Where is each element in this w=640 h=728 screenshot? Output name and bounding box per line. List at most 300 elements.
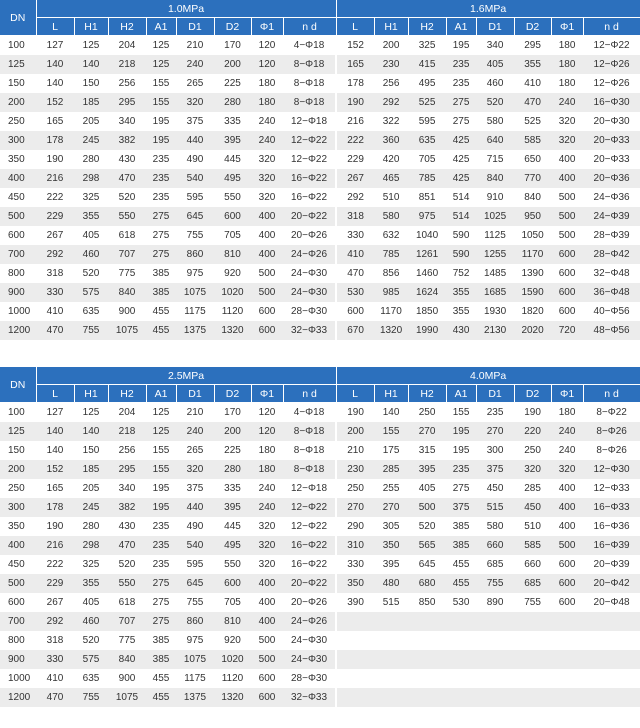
left-value-cell: 200 <box>214 422 251 441</box>
right-value-cell: 410 <box>514 74 551 93</box>
left-value-cell: 975 <box>176 631 214 650</box>
right-value-cell: 500 <box>551 207 583 226</box>
right-value-cell <box>514 669 551 688</box>
dn-header: DN <box>0 0 36 36</box>
right-value-cell <box>514 650 551 669</box>
dn-cell: 300 <box>0 131 36 150</box>
right-value-cell: 1624 <box>408 283 446 302</box>
table-row <box>0 688 640 707</box>
left-value-cell: 375 <box>176 479 214 498</box>
right-value-cell: 1261 <box>408 245 446 264</box>
right-value-cell: 600 <box>551 245 583 264</box>
left-column-header: H2 <box>108 18 146 36</box>
left-value-cell: 120 <box>251 403 283 422</box>
right-value-cell: 180 <box>551 55 583 74</box>
dn-cell: 300 <box>0 498 36 517</box>
left-value-cell: 125 <box>146 36 176 55</box>
left-value-cell: 235 <box>146 517 176 536</box>
left-value-cell: 125 <box>74 36 108 55</box>
left-value-cell: 550 <box>108 574 146 593</box>
right-value-cell <box>446 631 476 650</box>
right-value-cell: 250 <box>336 479 374 498</box>
left-value-cell: 120 <box>251 36 283 55</box>
left-value-cell: 205 <box>74 112 108 131</box>
left-value-cell: 16−Φ22 <box>283 555 336 574</box>
right-value-cell: 950 <box>514 207 551 226</box>
left-value-cell: 600 <box>251 321 283 340</box>
left-value-cell: 460 <box>74 612 108 631</box>
left-value-cell: 1120 <box>214 302 251 321</box>
table-row <box>0 150 640 169</box>
right-value-cell <box>514 631 551 650</box>
dn-cell: 125 <box>0 55 36 74</box>
right-value-cell: 290 <box>336 517 374 536</box>
dn-cell: 600 <box>0 593 36 612</box>
right-value-cell: 530 <box>336 283 374 302</box>
left-value-cell: 235 <box>146 150 176 169</box>
left-value-cell: 32−Φ33 <box>283 321 336 340</box>
left-value-cell: 140 <box>36 441 74 460</box>
left-column-header: D2 <box>214 385 251 403</box>
left-value-cell: 775 <box>108 264 146 283</box>
right-value-cell: 500 <box>551 226 583 245</box>
right-value-cell: 275 <box>446 93 476 112</box>
table-row <box>0 479 640 498</box>
right-value-cell: 2020 <box>514 321 551 340</box>
left-value-cell: 400 <box>251 593 283 612</box>
left-column-header: H1 <box>74 18 108 36</box>
left-value-cell: 185 <box>74 460 108 479</box>
right-value-cell: 16−Φ33 <box>583 498 640 517</box>
right-value-cell: 975 <box>408 207 446 226</box>
right-value-cell: 305 <box>374 517 408 536</box>
right-value-cell: 425 <box>446 131 476 150</box>
left-value-cell: 275 <box>146 574 176 593</box>
left-value-cell: 455 <box>146 321 176 340</box>
left-value-cell: 385 <box>146 283 176 302</box>
right-value-cell: 285 <box>374 460 408 479</box>
left-value-cell: 240 <box>251 498 283 517</box>
right-value-cell: 270 <box>336 498 374 517</box>
table-row <box>0 536 640 555</box>
left-value-cell: 1175 <box>176 302 214 321</box>
left-column-header: A1 <box>146 385 176 403</box>
left-value-cell: 180 <box>251 93 283 112</box>
right-value-cell: 400 <box>551 498 583 517</box>
right-value-cell: 24−Φ39 <box>583 207 640 226</box>
table-row <box>0 460 640 479</box>
right-value-cell: 16−Φ36 <box>583 517 640 536</box>
left-value-cell: 1075 <box>108 688 146 707</box>
right-value-cell: 1040 <box>408 226 446 245</box>
left-value-cell: 445 <box>214 517 251 536</box>
left-value-cell: 245 <box>74 498 108 517</box>
right-value-cell: 340 <box>476 36 514 55</box>
right-value-cell: 165 <box>336 55 374 74</box>
dn-cell: 1200 <box>0 688 36 707</box>
left-pressure-header: 1.0MPa <box>36 0 336 18</box>
right-value-cell: 520 <box>476 93 514 112</box>
right-value-cell <box>476 688 514 707</box>
right-value-cell: 1590 <box>514 283 551 302</box>
right-value-cell: 600 <box>336 302 374 321</box>
right-value-cell: 580 <box>374 207 408 226</box>
flange-dimension-table <box>0 0 640 340</box>
left-value-cell: 8−Φ18 <box>283 74 336 93</box>
left-pressure-header: 2.5MPa <box>36 367 336 385</box>
table-row <box>0 321 640 340</box>
right-column-header: D1 <box>476 18 514 36</box>
left-value-cell: 275 <box>146 207 176 226</box>
right-value-cell: 180 <box>551 74 583 93</box>
left-value-cell: 16−Φ22 <box>283 188 336 207</box>
right-value-cell: 195 <box>446 441 476 460</box>
left-value-cell: 335 <box>214 112 251 131</box>
dn-cell: 200 <box>0 93 36 112</box>
column-header-row <box>0 18 640 36</box>
left-value-cell: 150 <box>74 74 108 93</box>
left-value-cell: 125 <box>74 403 108 422</box>
left-value-cell: 595 <box>176 188 214 207</box>
right-value-cell: 1170 <box>514 245 551 264</box>
left-value-cell: 8−Φ18 <box>283 460 336 479</box>
table-1-0-1-6-mpa <box>0 0 640 340</box>
right-value-cell: 390 <box>336 593 374 612</box>
left-value-cell: 635 <box>74 302 108 321</box>
left-value-cell: 705 <box>214 226 251 245</box>
right-value-cell: 635 <box>408 131 446 150</box>
right-value-cell <box>408 669 446 688</box>
right-value-cell <box>446 688 476 707</box>
table-row <box>0 650 640 669</box>
left-value-cell: 185 <box>74 93 108 112</box>
left-column-header: L <box>36 385 74 403</box>
right-value-cell: 1685 <box>476 283 514 302</box>
left-value-cell: 140 <box>74 55 108 74</box>
left-value-cell: 24−Φ30 <box>283 264 336 283</box>
right-value-cell: 350 <box>374 536 408 555</box>
left-value-cell: 140 <box>36 55 74 74</box>
dn-cell: 500 <box>0 574 36 593</box>
left-value-cell: 400 <box>251 574 283 593</box>
left-value-cell: 120 <box>251 422 283 441</box>
right-value-cell: 375 <box>476 460 514 479</box>
right-column-header: A1 <box>446 385 476 403</box>
left-value-cell: 204 <box>108 36 146 55</box>
right-value-cell: 235 <box>446 55 476 74</box>
dn-cell: 150 <box>0 74 36 93</box>
right-value-cell: 20−Φ33 <box>583 150 640 169</box>
left-value-cell: 265 <box>176 74 214 93</box>
right-value-cell: 715 <box>476 150 514 169</box>
left-value-cell: 520 <box>74 631 108 650</box>
right-value-cell: 2130 <box>476 321 514 340</box>
right-value-cell: 256 <box>374 74 408 93</box>
left-value-cell: 405 <box>74 226 108 245</box>
left-value-cell: 520 <box>108 555 146 574</box>
table-row <box>0 631 640 650</box>
right-value-cell: 140 <box>374 403 408 422</box>
left-value-cell: 600 <box>251 669 283 688</box>
left-value-cell: 340 <box>108 112 146 131</box>
right-value-cell: 850 <box>408 593 446 612</box>
left-value-cell: 550 <box>214 188 251 207</box>
table-row <box>0 574 640 593</box>
left-column-header: n d <box>283 385 336 403</box>
left-value-cell: 382 <box>108 498 146 517</box>
left-value-cell: 200 <box>214 55 251 74</box>
right-value-cell: 685 <box>514 574 551 593</box>
left-value-cell: 755 <box>176 226 214 245</box>
dn-cell: 900 <box>0 650 36 669</box>
left-value-cell: 229 <box>36 574 74 593</box>
right-value-cell: 465 <box>374 169 408 188</box>
left-value-cell: 705 <box>214 593 251 612</box>
right-value-cell: 270 <box>408 422 446 441</box>
right-value-cell: 20−Φ39 <box>583 555 640 574</box>
right-value-cell: 514 <box>446 207 476 226</box>
pressure-header-row <box>0 367 640 385</box>
dn-cell: 250 <box>0 479 36 498</box>
right-value-cell: 195 <box>446 422 476 441</box>
right-value-cell: 600 <box>551 283 583 302</box>
right-value-cell: 235 <box>476 403 514 422</box>
right-value-cell: 190 <box>336 403 374 422</box>
table-row <box>0 403 640 422</box>
left-value-cell: 840 <box>108 283 146 302</box>
left-value-cell: 170 <box>214 403 251 422</box>
table-row <box>0 555 640 574</box>
dn-cell: 900 <box>0 283 36 302</box>
right-column-header: L <box>336 385 374 403</box>
left-value-cell: 455 <box>146 302 176 321</box>
right-value-cell: 24−Φ36 <box>583 188 640 207</box>
left-value-cell: 152 <box>36 93 74 112</box>
left-value-cell: 267 <box>36 226 74 245</box>
right-value-cell: 1485 <box>476 264 514 283</box>
right-value-cell: 1025 <box>476 207 514 226</box>
left-column-header: n d <box>283 18 336 36</box>
dn-cell: 450 <box>0 555 36 574</box>
right-value-cell: 8−Φ26 <box>583 441 640 460</box>
left-value-cell: 165 <box>36 112 74 131</box>
right-value-cell: 385 <box>446 536 476 555</box>
left-value-cell: 325 <box>74 555 108 574</box>
right-value-cell: 640 <box>476 131 514 150</box>
right-value-cell <box>551 669 583 688</box>
left-value-cell: 400 <box>251 245 283 264</box>
left-value-cell: 280 <box>74 150 108 169</box>
left-value-cell: 165 <box>36 479 74 498</box>
left-value-cell: 320 <box>251 536 283 555</box>
table-row <box>0 226 640 245</box>
right-value-cell: 856 <box>374 264 408 283</box>
right-value-cell <box>583 612 640 631</box>
right-value-cell: 395 <box>374 555 408 574</box>
left-value-cell: 455 <box>146 688 176 707</box>
table-row <box>0 36 640 55</box>
right-value-cell: 350 <box>336 574 374 593</box>
table-row <box>0 517 640 536</box>
left-value-cell: 395 <box>214 498 251 517</box>
right-value-cell: 680 <box>408 574 446 593</box>
left-value-cell: 920 <box>214 264 251 283</box>
left-value-cell: 240 <box>251 112 283 131</box>
dn-cell: 200 <box>0 460 36 479</box>
right-value-cell: 890 <box>476 593 514 612</box>
right-value-cell: 20−Φ36 <box>583 169 640 188</box>
left-value-cell: 275 <box>146 593 176 612</box>
right-value-cell: 16−Φ30 <box>583 93 640 112</box>
table-row <box>0 302 640 321</box>
table-row <box>0 188 640 207</box>
left-value-cell: 1020 <box>214 650 251 669</box>
right-value-cell <box>476 612 514 631</box>
left-column-header: H2 <box>108 385 146 403</box>
right-value-cell: 450 <box>476 479 514 498</box>
right-value-cell: 8−Φ22 <box>583 403 640 422</box>
left-value-cell: 256 <box>108 74 146 93</box>
flange-dimension-table <box>0 367 640 707</box>
right-value-cell: 230 <box>374 55 408 74</box>
left-value-cell: 127 <box>36 403 74 422</box>
left-value-cell: 755 <box>74 688 108 707</box>
left-value-cell: 382 <box>108 131 146 150</box>
right-value-cell: 530 <box>446 593 476 612</box>
left-value-cell: 410 <box>36 669 74 688</box>
left-value-cell: 275 <box>146 226 176 245</box>
left-column-header: Φ1 <box>251 385 283 403</box>
table-row <box>0 264 640 283</box>
right-column-header: A1 <box>446 18 476 36</box>
left-value-cell: 32−Φ33 <box>283 688 336 707</box>
dn-cell: 350 <box>0 517 36 536</box>
right-value-cell <box>476 650 514 669</box>
right-value-cell: 1320 <box>374 321 408 340</box>
left-value-cell: 280 <box>214 93 251 112</box>
right-value-cell: 155 <box>374 422 408 441</box>
right-value-cell: 600 <box>551 555 583 574</box>
left-value-cell: 298 <box>74 536 108 555</box>
left-value-cell: 240 <box>251 131 283 150</box>
left-value-cell: 12−Φ22 <box>283 498 336 517</box>
right-value-cell: 375 <box>446 498 476 517</box>
right-value-cell: 1170 <box>374 302 408 321</box>
right-value-cell: 195 <box>446 36 476 55</box>
left-value-cell: 195 <box>146 112 176 131</box>
right-value-cell: 320 <box>551 112 583 131</box>
left-column-header: D1 <box>176 385 214 403</box>
left-value-cell: 575 <box>74 650 108 669</box>
left-value-cell: 635 <box>74 669 108 688</box>
left-value-cell: 275 <box>146 245 176 264</box>
right-value-cell: 395 <box>408 460 446 479</box>
right-value-cell: 430 <box>446 321 476 340</box>
right-value-cell: 514 <box>446 188 476 207</box>
right-column-header: Φ1 <box>551 18 583 36</box>
left-value-cell: 222 <box>36 555 74 574</box>
left-value-cell: 24−Φ30 <box>283 650 336 669</box>
right-value-cell: 300 <box>476 441 514 460</box>
right-value-cell: 632 <box>374 226 408 245</box>
right-value-cell: 200 <box>336 422 374 441</box>
left-value-cell: 400 <box>251 207 283 226</box>
left-value-cell: 245 <box>74 131 108 150</box>
right-column-header: H2 <box>408 18 446 36</box>
left-value-cell: 295 <box>108 460 146 479</box>
right-value-cell: 405 <box>408 479 446 498</box>
left-value-cell: 645 <box>176 574 214 593</box>
left-value-cell: 550 <box>108 207 146 226</box>
left-value-cell: 125 <box>146 55 176 74</box>
right-column-header: Φ1 <box>551 385 583 403</box>
left-value-cell: 127 <box>36 36 74 55</box>
table-row <box>0 422 640 441</box>
dn-cell: 125 <box>0 422 36 441</box>
right-value-cell: 585 <box>514 131 551 150</box>
right-value-cell: 460 <box>476 74 514 93</box>
left-value-cell: 320 <box>251 169 283 188</box>
right-value-cell <box>336 688 374 707</box>
table-row <box>0 169 640 188</box>
right-value-cell: 525 <box>408 93 446 112</box>
right-value-cell: 685 <box>476 555 514 574</box>
right-value-cell: 1990 <box>408 321 446 340</box>
right-value-cell: 330 <box>336 226 374 245</box>
right-value-cell <box>408 631 446 650</box>
left-value-cell: 920 <box>214 631 251 650</box>
right-value-cell: 190 <box>514 403 551 422</box>
table-row <box>0 612 640 631</box>
right-value-cell <box>583 650 640 669</box>
column-header-row <box>0 385 640 403</box>
left-value-cell: 240 <box>176 55 214 74</box>
left-value-cell: 125 <box>146 422 176 441</box>
right-value-cell: 400 <box>551 169 583 188</box>
left-value-cell: 178 <box>36 498 74 517</box>
left-value-cell: 470 <box>108 536 146 555</box>
right-value-cell <box>374 612 408 631</box>
left-value-cell: 470 <box>36 688 74 707</box>
right-column-header: n d <box>583 385 640 403</box>
dn-cell: 450 <box>0 188 36 207</box>
left-value-cell: 645 <box>176 207 214 226</box>
dn-cell: 600 <box>0 226 36 245</box>
left-value-cell: 225 <box>214 441 251 460</box>
right-value-cell: 315 <box>408 441 446 460</box>
left-value-cell: 575 <box>74 283 108 302</box>
left-value-cell: 410 <box>36 302 74 321</box>
right-value-cell: 670 <box>336 321 374 340</box>
left-column-header: H1 <box>74 385 108 403</box>
right-value-cell: 32−Φ48 <box>583 264 640 283</box>
right-value-cell: 480 <box>374 574 408 593</box>
dn-cell: 1000 <box>0 669 36 688</box>
left-value-cell: 755 <box>176 593 214 612</box>
right-value-cell <box>446 669 476 688</box>
left-value-cell: 460 <box>74 245 108 264</box>
right-value-cell: 600 <box>551 264 583 283</box>
table-row <box>0 55 640 74</box>
left-value-cell: 455 <box>146 669 176 688</box>
left-value-cell: 210 <box>176 36 214 55</box>
right-value-cell: 155 <box>446 403 476 422</box>
left-value-cell: 12−Φ22 <box>283 150 336 169</box>
right-value-cell: 400 <box>551 517 583 536</box>
table-row <box>0 441 640 460</box>
left-value-cell: 170 <box>214 36 251 55</box>
left-value-cell: 24−Φ30 <box>283 631 336 650</box>
